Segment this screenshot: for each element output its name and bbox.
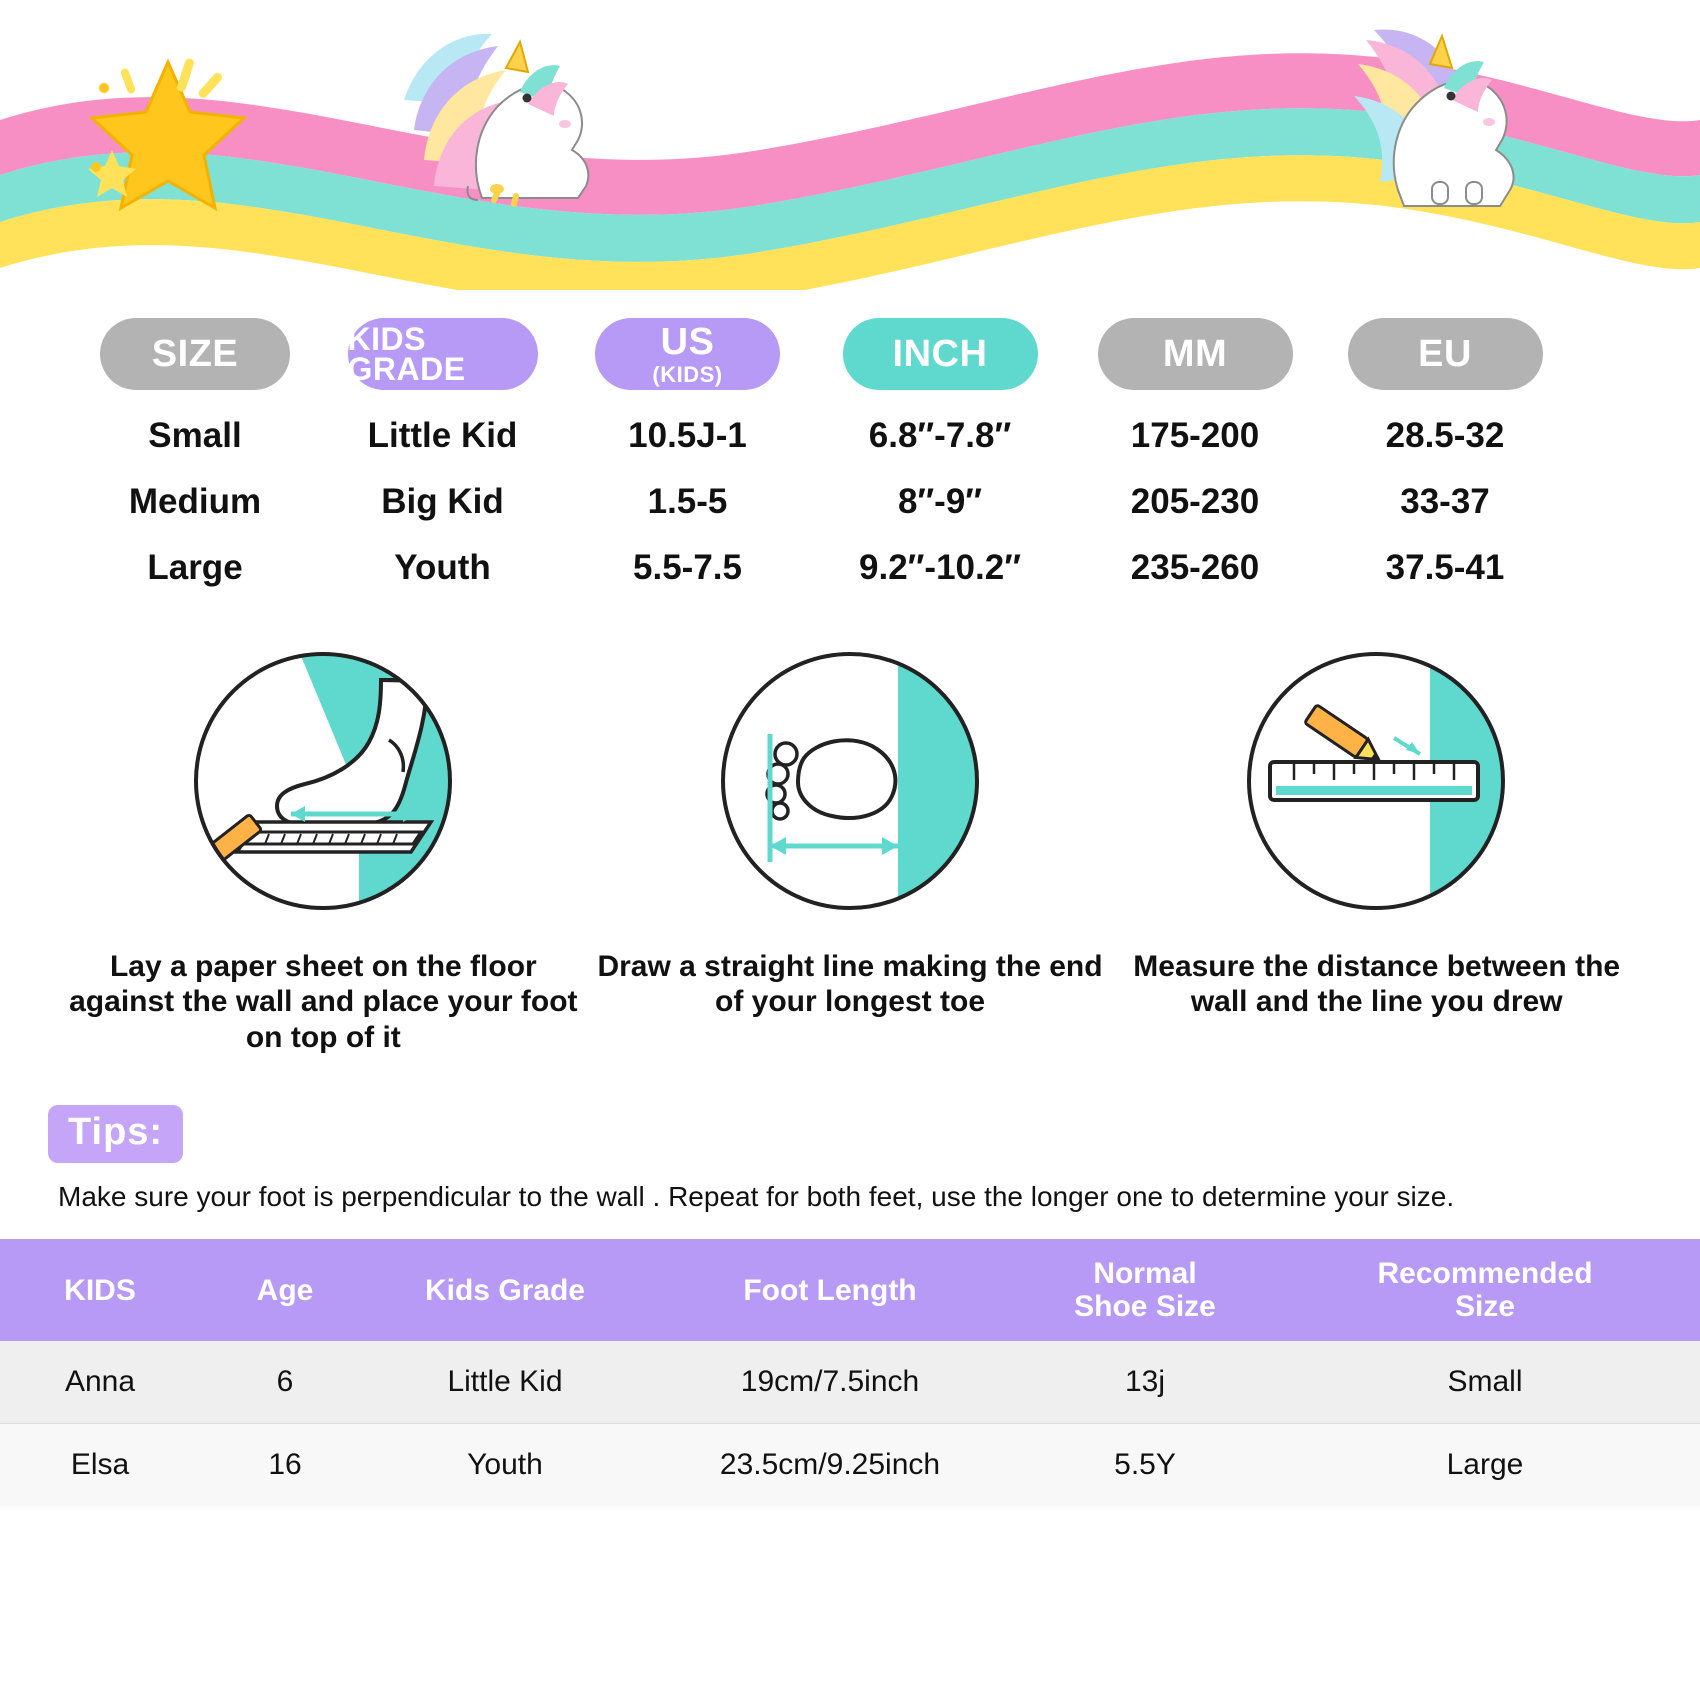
header-sublabel-us: (KIDS): [652, 361, 723, 387]
size-table-row: [70, 416, 1630, 456]
step-2: [587, 646, 1114, 1055]
cell-kids-name: Anna: [0, 1341, 200, 1424]
cell-kids-name: Elsa: [0, 1424, 200, 1507]
header-cell-us: [565, 318, 810, 390]
step-1-caption: Lay a paper sheet on the floor against the wall and place your foot on top of it: [69, 950, 578, 1054]
kids-table-header-row: [0, 1239, 1700, 1341]
table-row: [0, 1424, 1700, 1507]
foot-on-paper-icon: [181, 646, 466, 931]
cell-inch: 8″-9″: [897, 482, 983, 521]
tips-body: Make sure your foot is perpendicular to the wall . Repeat for both feet, use the longer one to determine your size.: [58, 1181, 1455, 1213]
measurement-steps: [60, 646, 1640, 1055]
decorative-banner: [0, 0, 1700, 290]
size-conversion-table: [70, 318, 1630, 588]
cell-kids-grade: Little Kid: [367, 416, 518, 455]
kids-header-kids-grade: Kids Grade: [370, 1239, 640, 1341]
cell-eu: 33-37: [1400, 482, 1490, 521]
cell-age: 6: [200, 1341, 370, 1424]
kids-header-recommended-size: Recommended Size: [1270, 1239, 1700, 1341]
header-label-kids-grade: KIDS GRADE: [347, 320, 466, 387]
tips-label: Tips:: [48, 1105, 183, 1163]
table-row: [0, 1341, 1700, 1424]
size-table-row: [70, 548, 1630, 588]
cell-kids-grade: Youth: [370, 1424, 640, 1507]
kids-header-age: Age: [200, 1239, 370, 1341]
step-3-caption: Measure the distance between the wall and the line you drew: [1133, 950, 1621, 1019]
example-sizes-table: [0, 1239, 1700, 1506]
cell-size: Medium: [128, 482, 262, 521]
header-cell-kids-grade: [320, 318, 565, 390]
cell-eu: 37.5-41: [1385, 548, 1505, 587]
cell-normal-shoe-size: 5.5Y: [1020, 1424, 1270, 1507]
cell-foot-length: 19cm/7.5inch: [640, 1341, 1020, 1424]
footprint-measure-icon: [708, 646, 993, 931]
header-cell-size: [70, 318, 320, 390]
tips-section: [48, 1105, 1700, 1213]
kids-header-kids: KIDS: [0, 1239, 200, 1341]
size-table-row: [70, 482, 1630, 522]
header-label-us: US: [660, 320, 715, 363]
cell-us: 10.5J-1: [628, 416, 747, 455]
cell-us: 1.5-5: [647, 482, 728, 521]
cell-foot-length: 23.5cm/9.25inch: [640, 1424, 1020, 1507]
cell-kids-grade: Little Kid: [370, 1341, 640, 1424]
cell-mm: 205-230: [1130, 482, 1260, 521]
header-label-size: SIZE: [151, 333, 239, 375]
cell-size: Small: [148, 416, 242, 455]
ruler-measure-icon: [1234, 646, 1519, 931]
header-cell-eu: [1320, 318, 1570, 390]
cell-kids-grade: Youth: [394, 548, 491, 587]
kids-header-normal-shoe-size: Normal Shoe Size: [1020, 1239, 1270, 1341]
cell-inch: 6.8″-7.8″: [868, 416, 1012, 455]
header-label-mm: MM: [1162, 333, 1228, 375]
cell-recommended-size: Large: [1270, 1424, 1700, 1507]
step-2-caption: Draw a straight line making the end of your longest toe: [597, 950, 1103, 1019]
step-1: [60, 646, 587, 1055]
cell-age: 16: [200, 1424, 370, 1507]
header-cell-inch: [810, 318, 1070, 390]
size-table-header-row: [70, 318, 1630, 390]
step-3: [1113, 646, 1640, 1055]
cell-inch: 9.2″-10.2″: [859, 548, 1021, 587]
header-label-inch: INCH: [892, 333, 988, 375]
header-label-eu: EU: [1418, 333, 1472, 375]
cell-kids-grade: Big Kid: [381, 482, 504, 521]
kids-header-foot-length: Foot Length: [640, 1239, 1020, 1341]
cell-recommended-size: Small: [1270, 1341, 1700, 1424]
cell-mm: 175-200: [1130, 416, 1260, 455]
cell-size: Large: [147, 548, 243, 587]
cell-mm: 235-260: [1130, 548, 1260, 587]
header-cell-mm: [1070, 318, 1320, 390]
cell-eu: 28.5-32: [1385, 416, 1505, 455]
cell-us: 5.5-7.5: [633, 548, 742, 587]
cell-normal-shoe-size: 13j: [1020, 1341, 1270, 1424]
